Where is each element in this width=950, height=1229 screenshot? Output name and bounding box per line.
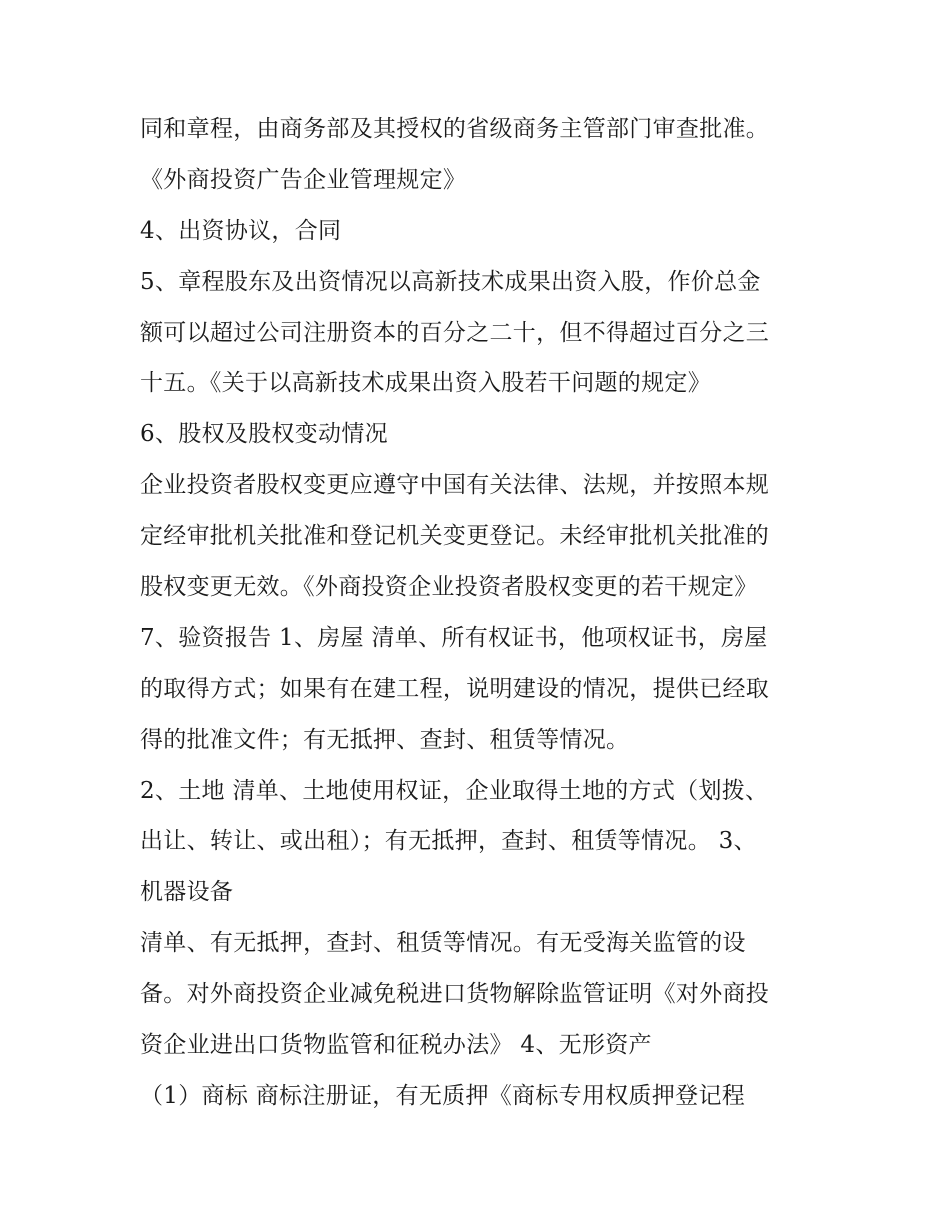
text-line: 得的批准文件；有无抵押、查封、租赁等情况。: [140, 726, 630, 753]
text-line: 《外商投资广告企业管理规定》: [140, 166, 467, 193]
text-line: 备。对外商投资企业减免税进口货物解除监管证明《对外商投: [140, 981, 770, 1008]
text-line: 4、出资协议，合同: [140, 217, 342, 244]
text-line: 5、章程股东及出资情况以高新技术成果出资入股，作价总金: [140, 268, 761, 295]
text-line: 同和章程，由商务部及其授权的省级商务主管部门审查批准。: [140, 116, 770, 142]
text-line: 7、验资报告 1、房屋 清单、所有权证书，他项权证书，房屋: [140, 624, 768, 651]
text-line: 6、股权及股权变动情况: [140, 421, 388, 448]
text-line: 十五。《关于以高新技术成果出资入股若干问题的规定》: [140, 370, 711, 397]
text-line: 2、土地 清单、土地使用权证，企业取得土地的方式（划拨、: [140, 777, 769, 804]
text-line: 机器设备: [140, 879, 234, 906]
text-line: 股权变更无效。《外商投资企业投资者股权变更的若干规定》: [140, 574, 758, 601]
text-line: 额可以超过公司注册资本的百分之二十，但不得超过百分之三: [140, 319, 770, 346]
text-line: 资企业进出口货物监管和征税办法》 4、无形资产: [140, 1032, 652, 1059]
text-line: 的取得方式；如果有在建工程，说明建设的情况，提供已经取: [140, 675, 770, 702]
document-body: [140, 104, 830, 1122]
text-line: 定经审批机关批准和登记机关变更登记。未经审批机关批准的: [140, 523, 770, 550]
text-line: 出让、转让、或出租）；有无抵押，查封、租赁等情况。 3、: [140, 828, 757, 855]
text-line: 企业投资者股权变更应遵守中国有关法律、法规，并按照本规: [140, 472, 770, 499]
text-line: （1）商标 商标注册证，有无质押《商标专用权质押登记程: [140, 1082, 746, 1109]
text-line: 清单、有无抵押，查封、租赁等情况。有无受海关监管的设: [140, 930, 746, 957]
